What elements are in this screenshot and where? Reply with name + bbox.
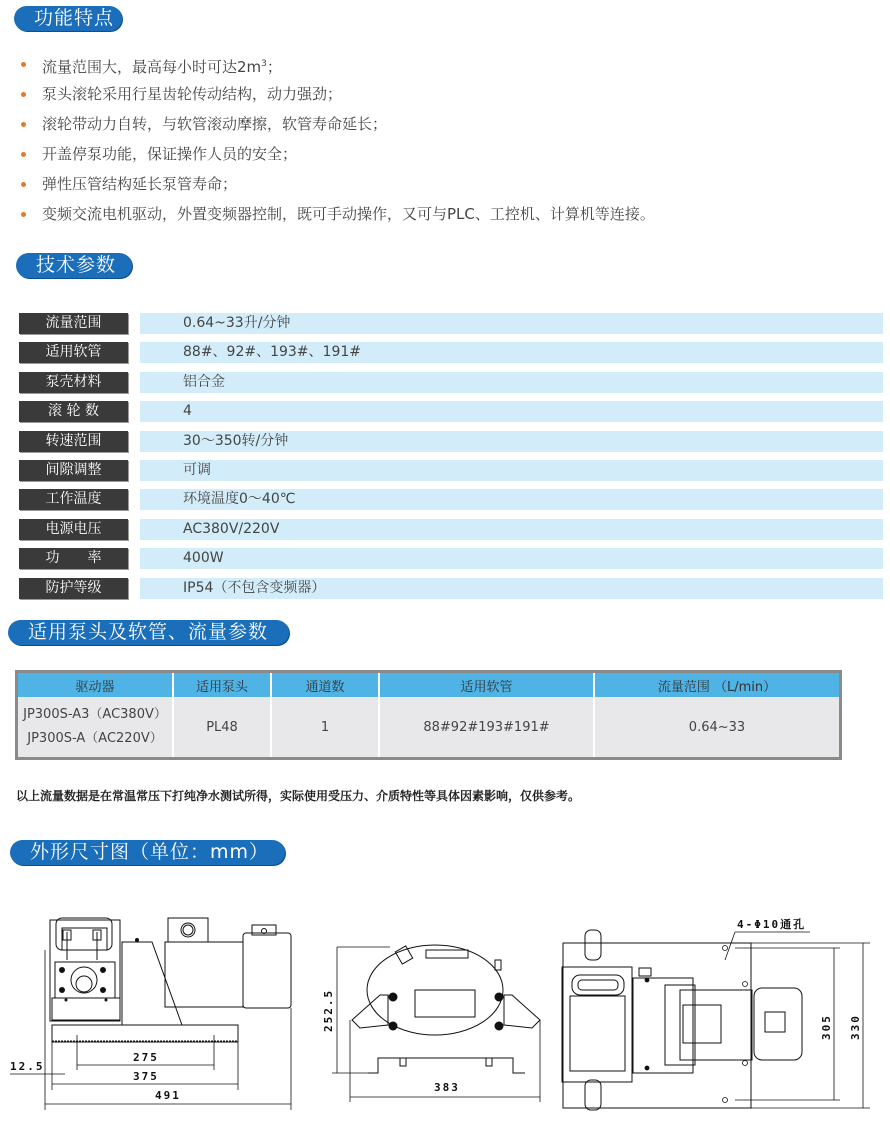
spec-value: 铝合金 bbox=[140, 372, 883, 393]
spec-label: 适用软管 bbox=[19, 342, 128, 363]
dimension-375: 375 bbox=[133, 1070, 159, 1083]
spec-row bbox=[19, 489, 883, 509]
spec-row bbox=[19, 401, 883, 421]
cell-driver: JP300S-A3（AC380V） JP300S-A（AC220V） bbox=[18, 697, 173, 757]
cell-flow-range: 0.64~33 bbox=[594, 697, 839, 757]
spec-label: 电源电压 bbox=[19, 519, 128, 540]
section-header-pump-params bbox=[8, 620, 289, 645]
dimension-330: 330 bbox=[849, 1014, 862, 1040]
flow-data-note: 以上流量数据是在常温常压下打纯净水测试所得，实际使用受压力、介质特性等具体因素影响，仅供参考。 bbox=[16, 789, 581, 803]
spec-value: 30～350转/分钟 bbox=[140, 431, 883, 452]
spec-value: 环境温度0～40℃ bbox=[140, 489, 883, 510]
dimension-305: 305 bbox=[820, 1014, 833, 1040]
pump-param-table bbox=[15, 670, 842, 760]
spec-value: AC380V/220V bbox=[140, 519, 883, 540]
spec-value: 88#、92#、193#、191# bbox=[140, 342, 883, 363]
cell-tubing: 88#92#193#191# bbox=[379, 697, 594, 757]
spec-label: 转速范围 bbox=[19, 431, 128, 452]
table-row bbox=[18, 697, 839, 757]
bullet-icon bbox=[21, 212, 26, 217]
feature-list bbox=[18, 52, 655, 232]
spec-value: 400W bbox=[140, 548, 883, 569]
spec-row bbox=[19, 431, 883, 451]
column-header-tubing: 适用软管 bbox=[379, 673, 594, 697]
spec-label: 滚 轮 数 bbox=[19, 401, 128, 422]
spec-row bbox=[19, 460, 883, 480]
spec-row bbox=[19, 372, 883, 392]
column-header-flow-range: 流量范围 （L/min） bbox=[594, 673, 839, 697]
spec-label: 防护等级 bbox=[19, 578, 128, 599]
section-header-features bbox=[14, 6, 122, 31]
bullet-icon bbox=[21, 62, 26, 67]
spec-label: 工作温度 bbox=[19, 489, 128, 510]
spec-row bbox=[19, 342, 883, 362]
dimension-275: 275 bbox=[133, 1051, 159, 1064]
spec-value: 0.64~33升/分钟 bbox=[140, 313, 883, 334]
spec-value: 4 bbox=[140, 401, 883, 422]
spec-row bbox=[19, 578, 883, 598]
section-title: 适用泵头及软管、流量参数 bbox=[28, 621, 269, 643]
feature-item: 弹性压管结构延长泵管寿命； bbox=[18, 172, 655, 202]
section-header-dimensions bbox=[10, 840, 285, 865]
column-header-channels: 通道数 bbox=[271, 673, 379, 697]
spec-label: 功 率 bbox=[19, 548, 128, 569]
bullet-icon bbox=[21, 182, 26, 187]
spec-label: 泵壳材料 bbox=[19, 372, 128, 393]
dimension-252-5: 252.5 bbox=[322, 988, 335, 1032]
feature-item: 滚轮带动力自转，与软管滚动摩擦，软管寿命延长； bbox=[18, 112, 655, 142]
column-header-driver: 驱动器 bbox=[18, 673, 173, 697]
spec-row bbox=[19, 519, 883, 539]
spec-row bbox=[19, 313, 883, 333]
spec-value: IP54（不包含变频器） bbox=[140, 578, 883, 599]
hole-note: 4-Φ10通孔 bbox=[737, 918, 807, 931]
dimension-383: 383 bbox=[434, 1081, 460, 1094]
table-header-row bbox=[18, 673, 839, 697]
spec-table bbox=[19, 313, 883, 607]
top-view-drawing bbox=[550, 900, 890, 1129]
spec-label: 间隙调整 bbox=[19, 460, 128, 481]
bullet-icon bbox=[21, 122, 26, 127]
feature-item: 开盖停泵功能，保证操作人员的安全； bbox=[18, 142, 655, 172]
feature-item: 流量范围大，最高每小时可达$2m^3$； bbox=[18, 52, 655, 82]
feature-item: 泵头滚轮采用行星齿轮传动结构，动力强劲； bbox=[18, 82, 655, 112]
cell-pump-head: PL48 bbox=[173, 697, 271, 757]
cell-channels: 1 bbox=[271, 697, 379, 757]
spec-label: 流量范围 bbox=[19, 313, 128, 334]
front-view-drawing bbox=[310, 920, 550, 1129]
section-header-specs bbox=[16, 253, 132, 278]
section-title: 功能特点 bbox=[34, 7, 115, 29]
dimension-12-5: 12.5 bbox=[10, 1060, 45, 1073]
bullet-icon bbox=[21, 92, 26, 97]
section-title: 外形尺寸图（单位：mm） bbox=[30, 841, 270, 863]
spec-value: 可调 bbox=[140, 460, 883, 481]
column-header-pump-head: 适用泵头 bbox=[173, 673, 271, 697]
spec-row bbox=[19, 548, 883, 568]
feature-item: 变频交流电机驱动，外置变频器控制，既可手动操作，又可与PLC、工控机、计算机等连接。 bbox=[18, 202, 655, 232]
bullet-icon bbox=[21, 152, 26, 157]
side-view-drawing bbox=[0, 900, 300, 1129]
dimension-491: 491 bbox=[155, 1089, 181, 1102]
section-title: 技术参数 bbox=[36, 254, 117, 276]
